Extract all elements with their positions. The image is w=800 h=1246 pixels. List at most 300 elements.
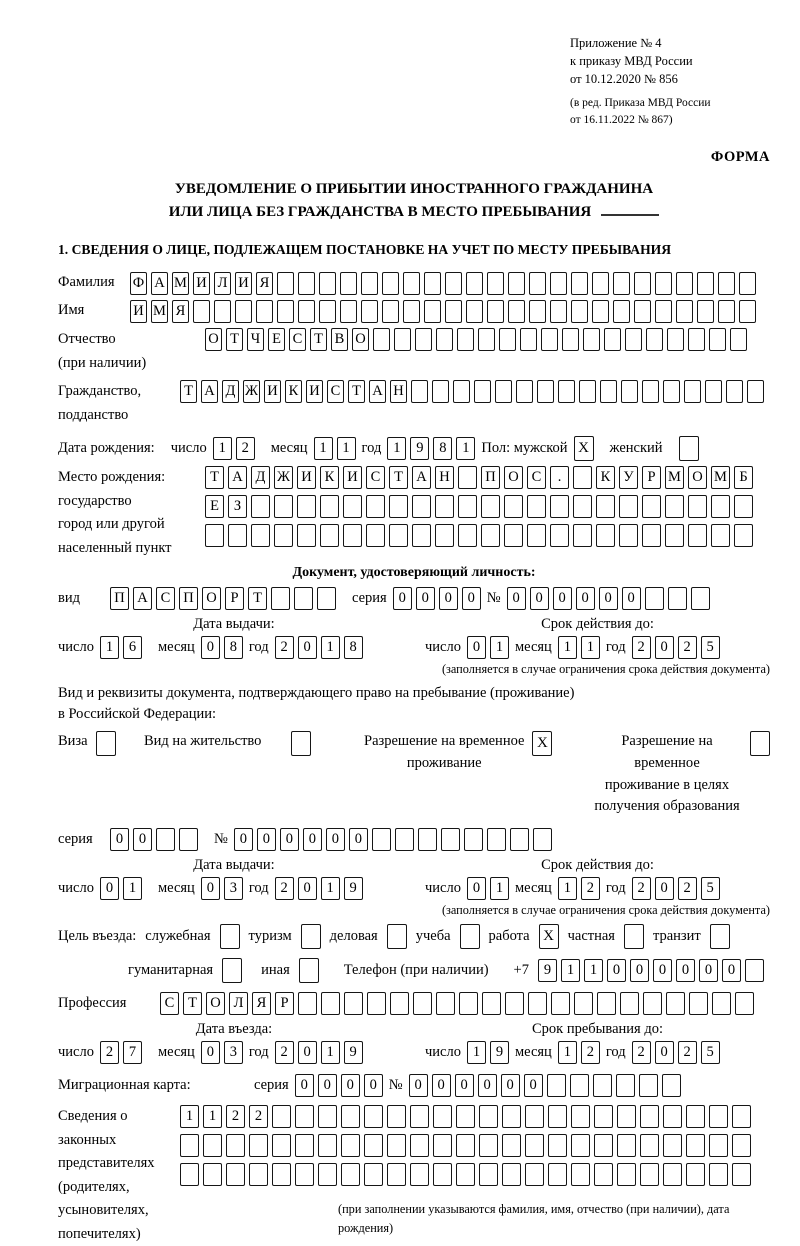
char-cell[interactable] — [372, 828, 391, 851]
char-cell[interactable] — [456, 1105, 475, 1128]
char-cell[interactable] — [537, 380, 554, 403]
char-cell[interactable] — [459, 992, 478, 1015]
char-cell[interactable] — [525, 1163, 544, 1186]
char-cell[interactable] — [573, 495, 592, 518]
char-cell[interactable]: Н — [435, 466, 454, 489]
purpose-private-checkbox[interactable] — [624, 924, 644, 949]
char-cell[interactable]: 0 — [100, 877, 119, 900]
char-cell[interactable]: 1 — [321, 877, 340, 900]
char-cell[interactable]: И — [235, 272, 252, 295]
char-cell[interactable] — [318, 1105, 337, 1128]
purpose-business-checkbox[interactable] — [387, 924, 407, 949]
char-cell[interactable] — [528, 992, 547, 1015]
char-cell[interactable]: 0 — [341, 1074, 360, 1097]
char-cell[interactable]: А — [369, 380, 386, 403]
purpose-transit-checkbox[interactable] — [710, 924, 730, 949]
char-cell[interactable] — [617, 1134, 636, 1157]
char-cell[interactable]: 0 — [364, 1074, 383, 1097]
char-cell[interactable] — [203, 1163, 222, 1186]
permit-expiry-year-input[interactable] — [632, 877, 720, 900]
char-cell[interactable] — [617, 1163, 636, 1186]
char-cell[interactable] — [272, 1163, 291, 1186]
char-cell[interactable]: 0 — [349, 828, 368, 851]
char-cell[interactable]: 0 — [653, 959, 672, 982]
char-cell[interactable] — [298, 992, 317, 1015]
char-cell[interactable]: Б — [734, 466, 753, 489]
char-cell[interactable] — [645, 587, 664, 610]
char-cell[interactable] — [277, 300, 294, 323]
char-cell[interactable]: В — [331, 328, 348, 351]
char-cell[interactable]: 0 — [409, 1074, 428, 1097]
char-cell[interactable] — [662, 1074, 681, 1097]
char-cell[interactable] — [529, 300, 546, 323]
char-cell[interactable] — [668, 587, 687, 610]
char-cell[interactable]: 1 — [314, 437, 333, 460]
char-cell[interactable] — [616, 1074, 635, 1097]
char-cell[interactable] — [592, 300, 609, 323]
char-cell[interactable]: 0 — [622, 587, 641, 610]
char-cell[interactable] — [466, 300, 483, 323]
char-cell[interactable] — [295, 1163, 314, 1186]
surname-input[interactable] — [130, 272, 756, 295]
char-cell[interactable]: У — [619, 466, 638, 489]
permit-issue-year-input[interactable] — [275, 877, 363, 900]
char-cell[interactable] — [340, 272, 357, 295]
char-cell[interactable]: 0 — [501, 1074, 520, 1097]
char-cell[interactable] — [502, 1105, 521, 1128]
char-cell[interactable]: Р — [275, 992, 294, 1015]
char-cell[interactable]: 1 — [561, 959, 580, 982]
char-cell[interactable] — [458, 524, 477, 547]
char-cell[interactable]: 0 — [630, 959, 649, 982]
char-cell[interactable]: 9 — [344, 1041, 363, 1064]
char-cell[interactable]: Т — [226, 328, 243, 351]
char-cell[interactable]: Л — [229, 992, 248, 1015]
char-cell[interactable]: П — [110, 587, 129, 610]
char-cell[interactable] — [410, 1163, 429, 1186]
char-cell[interactable]: 1 — [490, 877, 509, 900]
char-cell[interactable] — [249, 1163, 268, 1186]
char-cell[interactable]: 1 — [558, 636, 577, 659]
char-cell[interactable]: 1 — [213, 437, 232, 460]
char-cell[interactable] — [341, 1163, 360, 1186]
char-cell[interactable]: 2 — [632, 1041, 651, 1064]
char-cell[interactable]: 0 — [133, 828, 152, 851]
char-cell[interactable] — [516, 380, 533, 403]
char-cell[interactable] — [341, 1105, 360, 1128]
temp-residence-checkbox[interactable]: X — [532, 731, 552, 756]
char-cell[interactable] — [193, 300, 210, 323]
char-cell[interactable]: Т — [248, 587, 267, 610]
char-cell[interactable] — [415, 328, 432, 351]
char-cell[interactable] — [621, 380, 638, 403]
char-cell[interactable] — [686, 1163, 705, 1186]
char-cell[interactable] — [508, 300, 525, 323]
char-cell[interactable] — [228, 524, 247, 547]
char-cell[interactable]: 1 — [321, 636, 340, 659]
purpose-study-checkbox[interactable] — [460, 924, 480, 949]
char-cell[interactable]: З — [228, 495, 247, 518]
entry-month-input[interactable] — [201, 1041, 243, 1064]
char-cell[interactable] — [548, 1105, 567, 1128]
char-cell[interactable]: О — [202, 587, 221, 610]
char-cell[interactable]: О — [205, 328, 222, 351]
char-cell[interactable] — [361, 272, 378, 295]
char-cell[interactable] — [663, 1105, 682, 1128]
char-cell[interactable]: А — [201, 380, 218, 403]
representatives-line1-input[interactable] — [180, 1105, 770, 1128]
char-cell[interactable]: 0 — [655, 877, 674, 900]
char-cell[interactable] — [739, 272, 756, 295]
char-cell[interactable] — [180, 1163, 199, 1186]
char-cell[interactable] — [697, 272, 714, 295]
char-cell[interactable] — [318, 1134, 337, 1157]
char-cell[interactable] — [655, 300, 672, 323]
char-cell[interactable] — [686, 1105, 705, 1128]
char-cell[interactable]: Т — [389, 466, 408, 489]
char-cell[interactable]: 0 — [478, 1074, 497, 1097]
char-cell[interactable]: 0 — [393, 587, 412, 610]
stay-day-input[interactable] — [467, 1041, 509, 1064]
char-cell[interactable] — [655, 272, 672, 295]
char-cell[interactable] — [479, 1163, 498, 1186]
char-cell[interactable]: 0 — [699, 959, 718, 982]
char-cell[interactable] — [478, 328, 495, 351]
char-cell[interactable] — [646, 328, 663, 351]
char-cell[interactable] — [548, 1134, 567, 1157]
char-cell[interactable]: 5 — [701, 1041, 720, 1064]
char-cell[interactable] — [711, 524, 730, 547]
char-cell[interactable] — [593, 1074, 612, 1097]
char-cell[interactable] — [387, 1163, 406, 1186]
char-cell[interactable] — [594, 1163, 613, 1186]
sex-female-checkbox[interactable] — [679, 436, 699, 461]
char-cell[interactable]: 2 — [581, 877, 600, 900]
char-cell[interactable] — [640, 1134, 659, 1157]
char-cell[interactable] — [412, 524, 431, 547]
char-cell[interactable] — [295, 1105, 314, 1128]
char-cell[interactable] — [663, 1163, 682, 1186]
char-cell[interactable]: 2 — [226, 1105, 245, 1128]
char-cell[interactable] — [571, 1163, 590, 1186]
identity-seriya-input[interactable] — [393, 587, 481, 610]
char-cell[interactable]: 0 — [576, 587, 595, 610]
char-cell[interactable]: 0 — [607, 959, 626, 982]
char-cell[interactable] — [389, 524, 408, 547]
char-cell[interactable]: М — [665, 466, 684, 489]
char-cell[interactable]: 0 — [507, 587, 526, 610]
entry-year-input[interactable] — [275, 1041, 363, 1064]
char-cell[interactable] — [373, 328, 390, 351]
char-cell[interactable] — [709, 1134, 728, 1157]
char-cell[interactable] — [686, 1134, 705, 1157]
char-cell[interactable] — [734, 524, 753, 547]
char-cell[interactable] — [432, 380, 449, 403]
char-cell[interactable] — [412, 495, 431, 518]
char-cell[interactable] — [550, 300, 567, 323]
permit-expiry-day-input[interactable] — [467, 877, 509, 900]
char-cell[interactable]: 9 — [490, 1041, 509, 1064]
char-cell[interactable]: Р — [225, 587, 244, 610]
char-cell[interactable]: 8 — [344, 636, 363, 659]
char-cell[interactable]: М — [711, 466, 730, 489]
char-cell[interactable] — [456, 1163, 475, 1186]
char-cell[interactable] — [499, 328, 516, 351]
char-cell[interactable] — [643, 992, 662, 1015]
char-cell[interactable]: Е — [205, 495, 224, 518]
char-cell[interactable]: 0 — [553, 587, 572, 610]
char-cell[interactable]: 8 — [433, 437, 452, 460]
char-cell[interactable] — [571, 1105, 590, 1128]
char-cell[interactable] — [424, 272, 441, 295]
char-cell[interactable] — [180, 1134, 199, 1157]
char-cell[interactable] — [433, 1134, 452, 1157]
char-cell[interactable] — [712, 992, 731, 1015]
residence-permit-checkbox[interactable] — [291, 731, 311, 756]
char-cell[interactable]: 5 — [701, 877, 720, 900]
char-cell[interactable] — [441, 828, 460, 851]
stay-year-input[interactable] — [632, 1041, 720, 1064]
char-cell[interactable] — [456, 1134, 475, 1157]
char-cell[interactable]: 1 — [490, 636, 509, 659]
char-cell[interactable]: 2 — [275, 1041, 294, 1064]
char-cell[interactable] — [320, 524, 339, 547]
identity-expiry-month-input[interactable] — [558, 636, 600, 659]
char-cell[interactable] — [745, 959, 764, 982]
char-cell[interactable] — [718, 272, 735, 295]
birthplace-line1-input[interactable] — [205, 466, 753, 489]
char-cell[interactable] — [366, 495, 385, 518]
char-cell[interactable] — [226, 1134, 245, 1157]
char-cell[interactable]: О — [206, 992, 225, 1015]
char-cell[interactable]: К — [320, 466, 339, 489]
char-cell[interactable]: А — [133, 587, 152, 610]
char-cell[interactable] — [495, 380, 512, 403]
char-cell[interactable] — [558, 380, 575, 403]
char-cell[interactable] — [156, 828, 175, 851]
char-cell[interactable] — [504, 495, 523, 518]
profession-input[interactable] — [160, 992, 754, 1015]
char-cell[interactable]: М — [151, 300, 168, 323]
char-cell[interactable]: 5 — [701, 636, 720, 659]
char-cell[interactable] — [547, 1074, 566, 1097]
char-cell[interactable] — [390, 992, 409, 1015]
char-cell[interactable]: О — [504, 466, 523, 489]
char-cell[interactable]: Т — [183, 992, 202, 1015]
char-cell[interactable] — [550, 524, 569, 547]
char-cell[interactable] — [639, 1074, 658, 1097]
char-cell[interactable]: Н — [390, 380, 407, 403]
char-cell[interactable]: 0 — [524, 1074, 543, 1097]
char-cell[interactable] — [361, 300, 378, 323]
edu-residence-checkbox[interactable] — [750, 731, 770, 756]
representatives-line3-input[interactable] — [180, 1163, 770, 1186]
char-cell[interactable] — [604, 328, 621, 351]
char-cell[interactable] — [571, 272, 588, 295]
char-cell[interactable]: 2 — [236, 437, 255, 460]
char-cell[interactable] — [739, 300, 756, 323]
char-cell[interactable]: Д — [222, 380, 239, 403]
char-cell[interactable] — [436, 992, 455, 1015]
char-cell[interactable] — [705, 380, 722, 403]
char-cell[interactable]: 0 — [280, 828, 299, 851]
char-cell[interactable] — [689, 992, 708, 1015]
char-cell[interactable] — [619, 524, 638, 547]
char-cell[interactable] — [205, 524, 224, 547]
char-cell[interactable]: Е — [268, 328, 285, 351]
char-cell[interactable]: И — [297, 466, 316, 489]
char-cell[interactable]: 0 — [416, 587, 435, 610]
char-cell[interactable] — [466, 272, 483, 295]
char-cell[interactable] — [688, 328, 705, 351]
char-cell[interactable] — [479, 1134, 498, 1157]
char-cell[interactable] — [436, 328, 453, 351]
char-cell[interactable]: А — [228, 466, 247, 489]
permit-expiry-month-input[interactable] — [558, 877, 600, 900]
char-cell[interactable] — [364, 1105, 383, 1128]
migration-num-input[interactable] — [409, 1074, 681, 1097]
char-cell[interactable]: К — [596, 466, 615, 489]
char-cell[interactable] — [410, 1134, 429, 1157]
phone-input[interactable] — [538, 959, 764, 982]
char-cell[interactable] — [298, 272, 315, 295]
char-cell[interactable] — [697, 300, 714, 323]
char-cell[interactable] — [676, 272, 693, 295]
char-cell[interactable]: 1 — [203, 1105, 222, 1128]
representatives-line2-input[interactable] — [180, 1134, 770, 1157]
char-cell[interactable] — [640, 1105, 659, 1128]
char-cell[interactable] — [487, 828, 506, 851]
char-cell[interactable] — [550, 272, 567, 295]
char-cell[interactable]: 3 — [224, 877, 243, 900]
char-cell[interactable] — [617, 1105, 636, 1128]
char-cell[interactable]: Ж — [243, 380, 260, 403]
char-cell[interactable] — [613, 272, 630, 295]
char-cell[interactable] — [389, 495, 408, 518]
char-cell[interactable]: 2 — [581, 1041, 600, 1064]
char-cell[interactable]: К — [285, 380, 302, 403]
char-cell[interactable] — [251, 524, 270, 547]
char-cell[interactable] — [502, 1134, 521, 1157]
char-cell[interactable] — [665, 495, 684, 518]
char-cell[interactable] — [320, 495, 339, 518]
char-cell[interactable]: 0 — [234, 828, 253, 851]
char-cell[interactable] — [321, 992, 340, 1015]
char-cell[interactable] — [747, 380, 764, 403]
char-cell[interactable]: 7 — [123, 1041, 142, 1064]
char-cell[interactable] — [235, 300, 252, 323]
char-cell[interactable]: О — [688, 466, 707, 489]
char-cell[interactable]: И — [306, 380, 323, 403]
identity-expiry-day-input[interactable] — [467, 636, 509, 659]
char-cell[interactable] — [344, 992, 363, 1015]
char-cell[interactable]: И — [130, 300, 147, 323]
char-cell[interactable]: 2 — [678, 1041, 697, 1064]
identity-expiry-year-input[interactable] — [632, 636, 720, 659]
char-cell[interactable] — [642, 495, 661, 518]
char-cell[interactable] — [413, 992, 432, 1015]
char-cell[interactable] — [481, 524, 500, 547]
char-cell[interactable] — [571, 1134, 590, 1157]
char-cell[interactable]: 0 — [295, 1074, 314, 1097]
char-cell[interactable] — [272, 1134, 291, 1157]
char-cell[interactable] — [256, 300, 273, 323]
char-cell[interactable]: 0 — [298, 1041, 317, 1064]
char-cell[interactable] — [403, 300, 420, 323]
char-cell[interactable] — [583, 328, 600, 351]
dob-month-input[interactable] — [314, 437, 356, 460]
char-cell[interactable]: С — [327, 380, 344, 403]
char-cell[interactable]: 0 — [201, 877, 220, 900]
char-cell[interactable] — [596, 495, 615, 518]
identity-vid-input[interactable] — [110, 587, 336, 610]
char-cell[interactable] — [395, 828, 414, 851]
char-cell[interactable] — [226, 1163, 245, 1186]
dob-day-input[interactable] — [213, 437, 255, 460]
permit-issue-month-input[interactable] — [201, 877, 243, 900]
char-cell[interactable]: 1 — [123, 877, 142, 900]
char-cell[interactable] — [445, 300, 462, 323]
char-cell[interactable] — [481, 495, 500, 518]
char-cell[interactable] — [732, 1163, 751, 1186]
char-cell[interactable] — [688, 495, 707, 518]
char-cell[interactable]: 0 — [303, 828, 322, 851]
char-cell[interactable] — [502, 1163, 521, 1186]
char-cell[interactable] — [319, 300, 336, 323]
char-cell[interactable] — [387, 1105, 406, 1128]
char-cell[interactable]: Т — [180, 380, 197, 403]
char-cell[interactable] — [298, 300, 315, 323]
entry-day-input[interactable] — [100, 1041, 142, 1064]
purpose-other-checkbox[interactable] — [299, 958, 319, 983]
char-cell[interactable]: 1 — [387, 437, 406, 460]
char-cell[interactable] — [487, 272, 504, 295]
char-cell[interactable] — [318, 1163, 337, 1186]
char-cell[interactable] — [297, 524, 316, 547]
identity-issue-day-input[interactable] — [100, 636, 142, 659]
char-cell[interactable]: Ф — [130, 272, 147, 295]
char-cell[interactable]: М — [172, 272, 189, 295]
char-cell[interactable] — [570, 1074, 589, 1097]
char-cell[interactable] — [709, 1105, 728, 1128]
char-cell[interactable] — [214, 300, 231, 323]
char-cell[interactable] — [667, 328, 684, 351]
char-cell[interactable]: 2 — [632, 877, 651, 900]
char-cell[interactable]: 0 — [326, 828, 345, 851]
char-cell[interactable] — [527, 524, 546, 547]
char-cell[interactable] — [709, 328, 726, 351]
char-cell[interactable] — [592, 272, 609, 295]
char-cell[interactable] — [642, 524, 661, 547]
char-cell[interactable] — [510, 828, 529, 851]
char-cell[interactable] — [203, 1134, 222, 1157]
char-cell[interactable]: 0 — [462, 587, 481, 610]
char-cell[interactable] — [634, 272, 651, 295]
char-cell[interactable]: И — [264, 380, 281, 403]
char-cell[interactable] — [271, 587, 290, 610]
birthplace-line3-input[interactable] — [205, 524, 753, 547]
char-cell[interactable]: 0 — [298, 877, 317, 900]
char-cell[interactable]: 0 — [676, 959, 695, 982]
char-cell[interactable]: Я — [172, 300, 189, 323]
char-cell[interactable] — [424, 300, 441, 323]
char-cell[interactable] — [479, 1105, 498, 1128]
char-cell[interactable] — [525, 1134, 544, 1157]
char-cell[interactable] — [505, 992, 524, 1015]
char-cell[interactable]: 1 — [456, 437, 475, 460]
char-cell[interactable] — [550, 495, 569, 518]
char-cell[interactable]: 0 — [439, 587, 458, 610]
